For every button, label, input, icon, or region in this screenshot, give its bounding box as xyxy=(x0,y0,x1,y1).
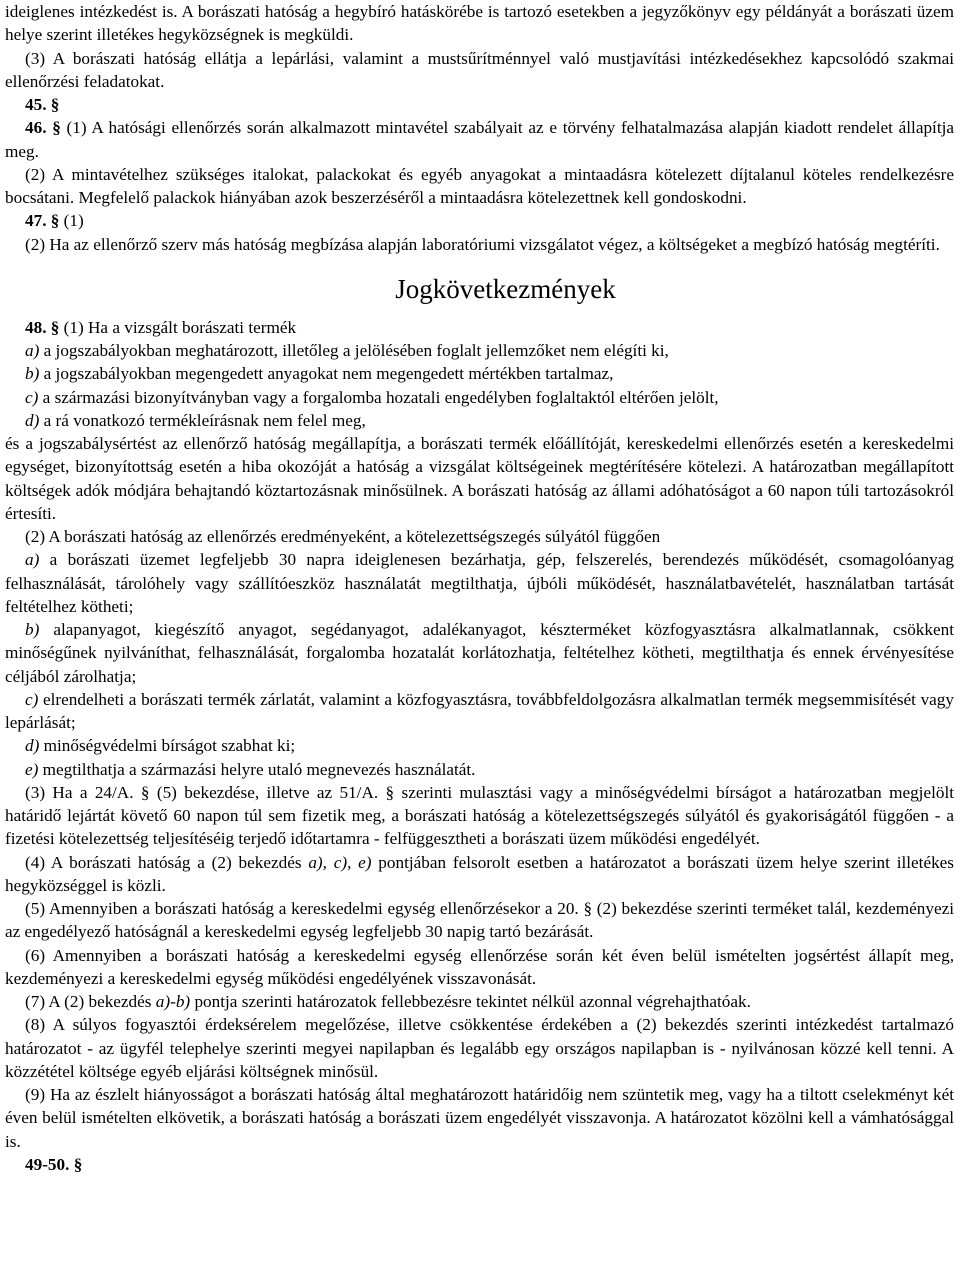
list-item xyxy=(5,362,954,385)
section-48-p2: (2) A borászati hatóság az ellenőrzés eredményeként, a kötelezettségszegés súlyától függően xyxy=(25,527,661,546)
list-item-letter: a) xyxy=(25,341,40,360)
list-item-letter: c) xyxy=(25,689,39,709)
list-item-letter: e) xyxy=(25,759,39,779)
list-item-text: alapanyagot, kiegészítő anyagot, segédanyagot, adalékanyagot, készterméket közfogyasztásra alkalmatlannak, csökkent minőségűnek nyilváníthat, felhasználását, forgalomba hozatalát korlátozhatja, feltételhez kötheti, megtilthatja és ennek érvényesítése céljából zárolhatja; xyxy=(5,620,954,686)
list-item-letter: d) xyxy=(25,736,40,756)
section-48-p4-emphasis: a), c), e) xyxy=(308,852,372,872)
list-item xyxy=(5,758,954,781)
paragraph-continuation: ideiglenes intézkedést is. A borászati hatóság a hegybíró hatáskörébe is tartozó esetekben a jegyzőkönyv egy példányát a borászati üzem helye szerint illetékes hegyközségnek is megküldi. xyxy=(5,2,954,45)
section-48-p8: (8) A súlyos fogyasztói érdeksérelem megelőzése, illetve csökkentése érdekében a (2) bekezdés szerinti intézkedést tartalmazó határozatot - az ügyfél telephelye szerinti megyei napilapban és legalább egy országos napilapban is - nyilvánosan közzé kell tenni. A közzététel költsége egyéb eljárási költségnek minősül. xyxy=(5,1015,954,1081)
section-48-p7-emphasis: a)-b) xyxy=(155,992,191,1011)
section-47-number: 47. § xyxy=(25,211,60,231)
section-48-p7-text-b: pontja szerinti határozatok fellebbezésre tekintet nélkül azonnal végrehajthatóak. xyxy=(190,992,751,1011)
list-item-letter: d) xyxy=(25,410,40,430)
section-48-p4-text-a: (4) A borászati hatóság a (2) bekezdés xyxy=(25,852,309,872)
section-47-p2: (2) Ha az ellenőrző szerv más hatóság megbízása alapján laboratóriumi vizsgálatot végez, a költségeket a megbízó hatóság megtéríti. xyxy=(25,234,940,254)
section-48-p1-text: (1) Ha a vizsgált borászati termék xyxy=(63,317,297,337)
list-item-text: a származási bizonyítványban vagy a forgalomba hozatali engedélyben foglaltaktól eltérően jelölt, xyxy=(42,387,719,407)
section-46-p1 xyxy=(5,116,954,163)
section-48-p4 xyxy=(5,851,954,898)
section-48-number: 48. § xyxy=(25,317,60,337)
list-item xyxy=(5,734,954,757)
paragraph-44-3: (3) A borászati hatóság ellátja a lepárlási, valamint a mustsűrítménnyel való mustjavítási intézkedésekhez kapcsolódó szakmai ellenőrzési feladatokat. xyxy=(5,48,954,91)
list-item-text: elrendelheti a borászati termék zárlatát, valamint a közfogyasztásra, továbbfeldolgozásra alkalmatlan termék megsemmisítését vagy lepárlását; xyxy=(5,689,954,732)
list-item xyxy=(5,339,954,362)
section-49-50-number: 49-50. § xyxy=(25,1154,83,1174)
section-47-p1 xyxy=(5,209,954,232)
list-item-text: megtilthatja a származási helyre utaló megnevezés használatát. xyxy=(42,759,476,779)
list-item-text: a rá vonatkozó termékleírásnak nem felel meg, xyxy=(43,410,366,430)
section-48-p7 xyxy=(5,990,954,1013)
list-item-text: a borászati üzemet legfeljebb 30 napra ideiglenesen bezárhatja, gép, felszerelés, berendezés működését, csomagolóanyag felhasználását, tárolóhely vagy szállítóeszköz használatát megtilthatja, újbóli működését, használatbavételét, használatban tartását feltételhez kötheti; xyxy=(5,550,955,616)
list-item-text: a jogszabályokban megengedett anyagokat nem megengedett mértékben tartalmaz, xyxy=(43,364,614,384)
list-item-letter: a) xyxy=(25,550,40,570)
section-48-p9: (9) Ha az észlelt hiányosságot a borászati hatóság által meghatározott határidőig nem szüntetik meg, vagy ha a tiltott cselekményt két éven belül ismételten elkövetik, a borászati hatóság a borászati üzem engedélyét visszavonja. A határozatot közölni kell a vámhatósággal is. xyxy=(5,1085,954,1151)
list-item xyxy=(5,409,954,432)
list-item-text: a jogszabályokban meghatározott, illetőleg a jelölésében foglalt jellemzőket nem elégíti ki, xyxy=(43,341,669,360)
list-item-letter: b) xyxy=(25,364,40,384)
list-item xyxy=(5,618,954,688)
section-48-p6: (6) Amennyiben a borászati hatóság a kereskedelmi egység ellenőrzése során két éven belül ismételten jogsértést állapít meg, kezdeményezi a kereskedelmi egység működési engedélyének visszavonását. xyxy=(5,945,954,988)
list-item xyxy=(5,386,954,409)
section-48-p3: (3) Ha a 24/A. § (5) bekezdése, illetve az 51/A. § szerinti mulasztási vagy a minőségvédelmi bírságot a határozatban megjelölt határidő lejártát követő 60 napon túl sem fizetik meg, a borászati hatóság a kötelezettségszegés súlyától és gyakoriságától függően - a fizetési kötelezettség teljesítéséig terjedő időtartamra - felfüggesztheti a borászati üzem működési engedélyét. xyxy=(5,782,954,849)
section-46-p2: (2) A mintavételhez szükséges italokat, palackokat és egyéb anyagokat a mintaadásra kötelezett díjtalanul köteles rendelkezésre bocsátani. Megfelelő palackok hiányában azok beszerzéséről a mintaadásra kötelezettnek kell gondoskodni. xyxy=(5,164,954,207)
section-48-p1-end: és a jogszabálysértést az ellenőrző hatóság megállapítja, a borászati termék előállítóját, kereskedelmi ellenőrzés esetén a kereskedelmi egységet, bizonyítottság esetén a hiba okozóját a hatóság a vizsgálat költségeinek megtérítésére kötelezi. A határozatban megállapított költségek adók módjára behajtandó köztartozásnak minősülnek. A borászati hatóság az állami adóhatóságot a 60 napon túli tartozásokról értesíti. xyxy=(5,434,954,523)
section-heading: Jogkövetkezmények xyxy=(395,273,616,304)
section-47-p1-text: (1) xyxy=(63,211,84,231)
list-item-text: minőségvédelmi bírságot szabhat ki; xyxy=(43,736,296,756)
list-item xyxy=(5,688,954,735)
section-48-p5: (5) Amennyiben a borászati hatóság a kereskedelmi egység ellenőrzésekor a 20. § (2) bekezdése szerinti terméket talál, kezdeményezi az engedélyező hatóságnál a kereskedelmi egység legfeljebb 30 napig tartó bezárását. xyxy=(5,899,954,942)
list-item-letter: c) xyxy=(25,387,39,407)
section-46-number: 46. § xyxy=(25,118,61,138)
section-48-p1 xyxy=(5,316,954,339)
section-48-p7-text-a: (7) A (2) bekezdés xyxy=(25,992,156,1011)
section-45-number: 45. § xyxy=(25,95,60,114)
list-item-letter: b) xyxy=(25,620,40,639)
section-46-p1-text: (1) A hatósági ellenőrzés során alkalmazott mintavétel szabályait az e törvény felhatalmazása alapján kiadott rendelet állapítja meg. xyxy=(5,118,954,161)
list-item xyxy=(5,548,954,618)
section-48-p4-text-b: pontjában felsorolt esetben a határozatot a borászati üzem helye szerint illetékes hegyközséggel is közli. xyxy=(5,852,954,895)
